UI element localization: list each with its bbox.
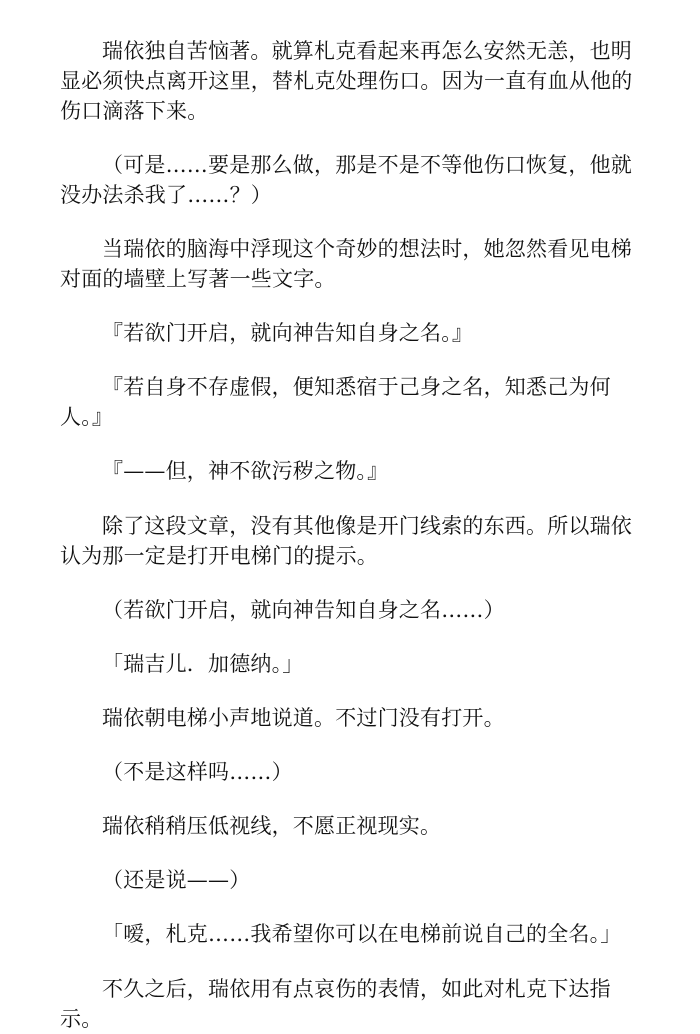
document-body	[60, 36, 640, 1034]
paragraph-9: 「瑞吉儿．加德纳。」	[102, 652, 304, 676]
paragraph-15: 不久之后，瑞依用有点哀伤的表情，如此对札克下达指示。	[60, 977, 611, 1031]
paragraph-8: （若欲门开启，就向神告知自身之名……）	[102, 598, 505, 622]
paragraph-5: 『若自身不存虚假，便知悉宿于己身之名，知悉己为何人。』	[60, 375, 611, 429]
paragraph-10: 瑞依朝电梯小声地说道。不过门没有打开。	[102, 706, 505, 730]
paragraph-2: （可是……要是那么做，那是不是不等他伤口恢复，他就没办法杀我了……？）	[60, 153, 632, 207]
paragraph-7: 除了这段文章，没有其他像是开门线索的东西。所以瑞依认为那一定是打开电梯门的提示。	[60, 514, 632, 568]
paragraph-13: （还是说——）	[102, 868, 251, 892]
paragraph-14: 「嗳，札克……我希望你可以在电梯前说自己的全名。」	[102, 922, 622, 946]
paragraph-1: 瑞依独自苦恼著。就算札克看起来再怎么安然无恙，也明显必须快点离开这里，替札克处理伤口。因为一直有血从他的伤口滴落下来。	[60, 39, 633, 123]
paragraph-3: 当瑞依的脑海中浮现这个奇妙的想法时，她忽然看见电梯对面的墙壁上写著一些文字。	[60, 237, 632, 291]
paragraph-11: （不是这样吗……）	[102, 760, 293, 784]
paragraph-4: 『若欲门开启，就向神告知自身之名。』	[102, 321, 474, 345]
paragraph-6: 『——但，神不欲污秽之物。』	[102, 459, 389, 483]
paragraph-12: 瑞依稍稍压低视线，不愿正视现实。	[102, 814, 442, 838]
